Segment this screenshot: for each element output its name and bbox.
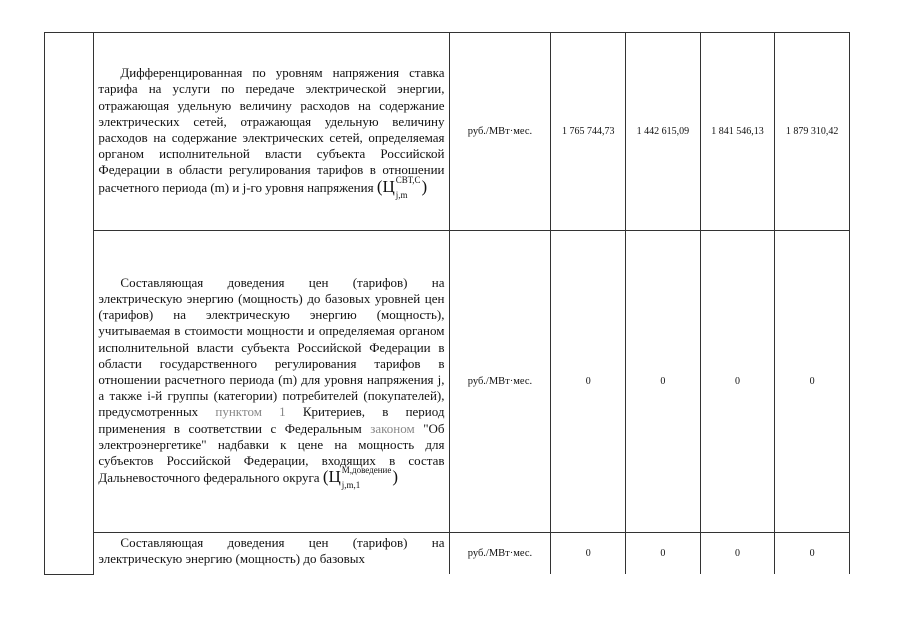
value-cell: 0: [626, 231, 701, 533]
description-cell: [94, 533, 449, 575]
unit-cell: руб./МВт·мес.: [449, 33, 551, 231]
row-number-cell: [45, 33, 94, 575]
value-cell: 1 879 310,42: [775, 33, 850, 231]
value-cell: 0: [700, 231, 775, 533]
table-row: [45, 533, 850, 575]
tariff-table: [44, 32, 850, 575]
value-cell: 0: [700, 533, 775, 575]
value-cell: 1 841 546,13: [700, 33, 775, 231]
description-text: Составляющая доведения цен (тарифов) на электрическую энергию (мощность) до базовых: [98, 535, 445, 567]
table-row: [45, 33, 850, 231]
unit-cell: руб./МВт·мес.: [449, 231, 551, 533]
value-cell: 0: [551, 231, 626, 533]
value-cell: 0: [775, 231, 850, 533]
unit-cell: руб./МВт·мес.: [449, 533, 551, 575]
value-cell: 0: [551, 533, 626, 575]
tariff-symbol: (Ц М,доведение j,m,1 ): [322, 465, 399, 491]
value-cell: 1 442 615,09: [626, 33, 701, 231]
reference-link[interactable]: пунктом 1: [215, 404, 286, 420]
description-cell: [94, 231, 449, 533]
table-row: [45, 231, 850, 533]
description-text: "Об электроэнергетике" надбавки к цене на мощность для субъектов Российской Федерации, входящих в состав Дальневосточного федерального округа: [98, 420, 445, 486]
description-cell: [94, 33, 449, 231]
value-cell: 0: [626, 533, 701, 575]
description-text: Составляющая доведения цен (тарифов) на электрическую энергию (мощность) до базовых уровней цен (тарифов) на электрическую энергию (мощность), учитываемая в стоимости мощности и определяемая органом исполнительной власти субъекта Российской Федерации в области государственного регулирования тарифов в отношении расчетного периода (m) для уровня напряжения j, а также i-й группы (категории) потребителей (покупателей), предусмотренных: [98, 274, 445, 420]
tariff-symbol: (Ц СВТ,С j,m ): [376, 174, 428, 200]
reference-link[interactable]: законом: [370, 420, 415, 436]
value-cell: 0: [775, 533, 850, 575]
value-cell: 1 765 744,73: [551, 33, 626, 231]
description-text: Дифференцированная по уровням напряжения ставка тарифа на услуги по передаче электрической энергии, отражающая удельную величину расходов на содержание электрических сетей, отражающая удельную величину расходов на содержание электрических сетей, определяемая органом исполнительной власти субъекта Российской Федерации в области регулирования тарифов в отношении расчетного периода (m) и j-го уровня напряжения: [98, 65, 445, 195]
description-text: Критериев, в период применения в соответствии с Федеральным: [98, 404, 445, 436]
